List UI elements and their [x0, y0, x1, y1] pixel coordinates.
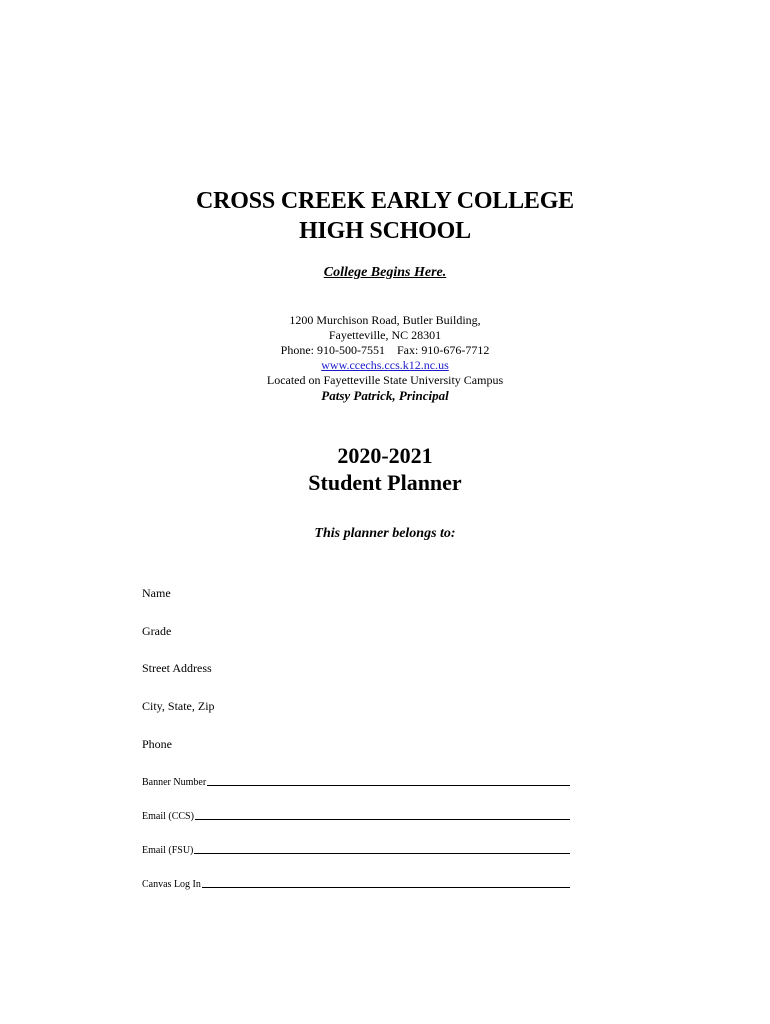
canvas-login-label: Canvas Log In — [142, 879, 201, 890]
address-city: Fayetteville, NC 28301 — [328, 328, 442, 342]
city-state-zip-field-label: City, State, Zip — [142, 699, 215, 713]
banner-number-field[interactable] — [142, 775, 570, 788]
school-title-line2: HIGH SCHOOL — [299, 218, 471, 244]
planner-title: Student Planner — [308, 470, 462, 495]
email-ccs-field[interactable] — [142, 809, 570, 822]
planner-heading — [0, 442, 770, 496]
address-location: Located on Fayetteville State University Campus — [266, 373, 504, 387]
email-ccs-line[interactable] — [195, 809, 570, 820]
address-street: 1200 Murchison Road, Butler Building, — [289, 313, 481, 327]
school-tagline: College Begins Here. — [323, 265, 447, 280]
phone-field-label: Phone — [142, 737, 172, 751]
school-address-block — [0, 313, 770, 403]
name-field-label: Name — [142, 586, 171, 600]
street-address-field-label: Street Address — [142, 661, 212, 675]
banner-number-label: Banner Number — [142, 777, 207, 788]
email-fsu-label: Email (FSU) — [142, 845, 194, 856]
grade-field-label: Grade — [142, 624, 172, 638]
school-title-line1: CROSS CREEK EARLY COLLEGE — [196, 188, 574, 214]
address-phone-fax: Phone: 910-500-7551 Fax: 910-676-7712 — [280, 343, 490, 357]
planner-owner-heading: This planner belongs to: — [314, 526, 456, 541]
banner-number-line[interactable] — [207, 775, 570, 786]
canvas-login-line[interactable] — [202, 877, 570, 888]
school-title — [0, 186, 770, 246]
email-fsu-field[interactable] — [142, 843, 570, 856]
canvas-login-field[interactable] — [142, 877, 570, 890]
principal-name: Patsy Patrick, Principal — [321, 388, 449, 403]
email-fsu-line[interactable] — [194, 843, 570, 854]
planner-year: 2020-2021 — [337, 443, 433, 468]
website-link[interactable]: www.ccechs.ccs.k12.nc.us — [321, 358, 449, 372]
email-ccs-label: Email (CCS) — [142, 811, 194, 822]
